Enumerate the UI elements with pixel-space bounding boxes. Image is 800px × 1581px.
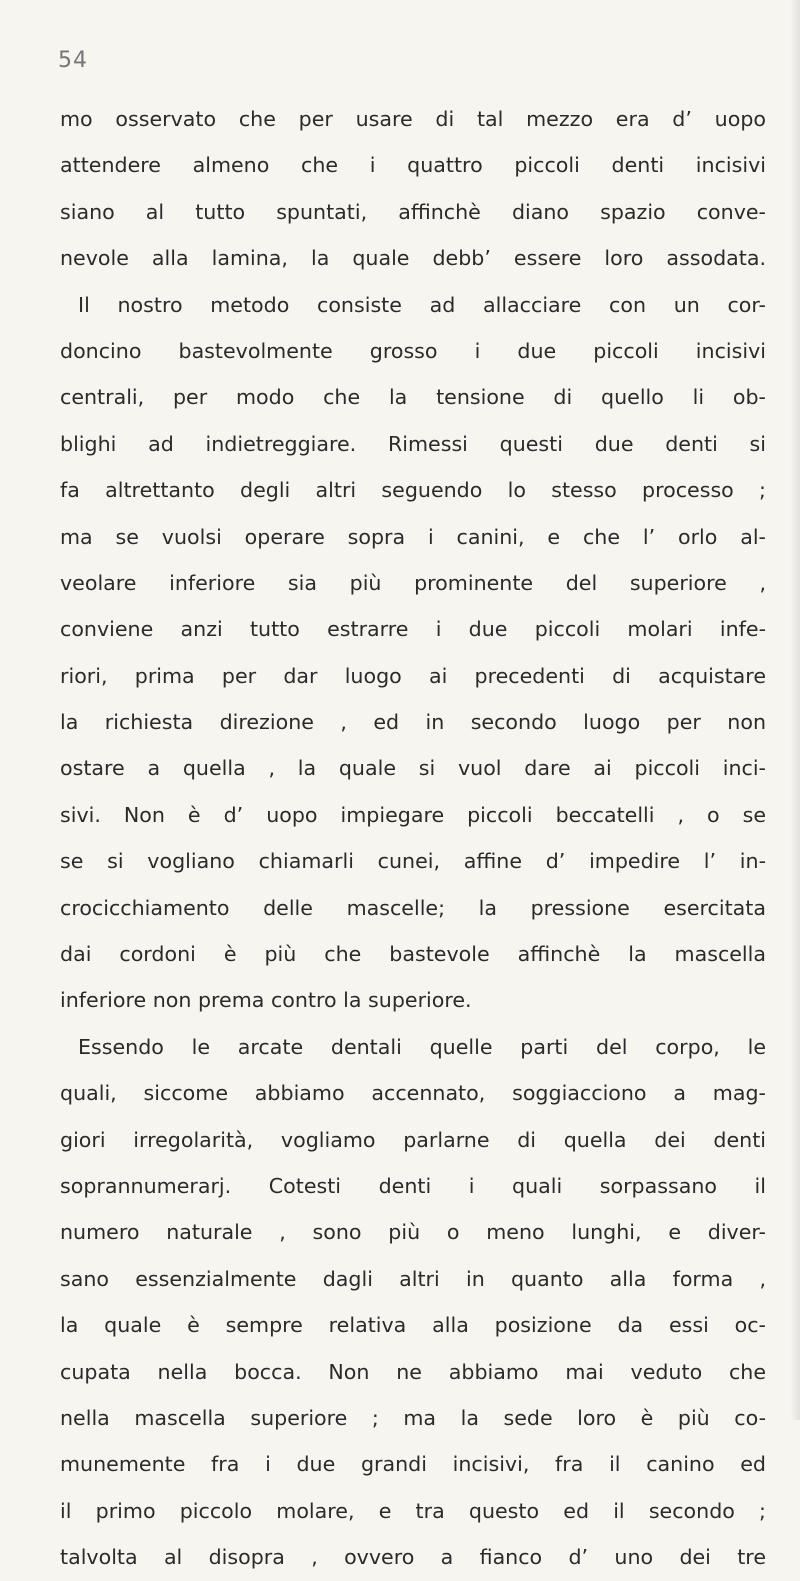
text-line: la quale è sempre relativa alla posizione da essi oc-: [60, 1313, 766, 1338]
text-line: giori irregolarità, vogliamo parlarne di quella dei denti: [60, 1127, 766, 1152]
page-edge-shadow: [790, 0, 800, 1420]
body-text: [60, 96, 766, 1581]
text-line: sano essenzialmente dagli altri in quanto alla forma ,: [60, 1266, 766, 1291]
text-line: la richiesta direzione , ed in secondo luogo per non: [60, 710, 766, 735]
text-line: doncino bastevolmente grosso i due piccoli incisivi: [60, 338, 766, 363]
text-line: blighi ad indietreggiare. Rimessi questi due denti si: [60, 431, 766, 456]
text-line: ostare a quella , la quale si vuol dare ai piccoli inci-: [60, 756, 766, 781]
text-line: riori, prima per dar luogo ai precedenti di acquistare: [60, 663, 766, 688]
text-line: se si vogliano chiamarli cunei, affine d’ impedire l’ in-: [60, 849, 766, 874]
text-line: crocicchiamento delle mascelle; la pressione esercitata: [60, 895, 766, 920]
text-line: sivi. Non è d’ uopo impiegare piccoli beccatelli , o se: [60, 802, 766, 827]
text-line: fa altrettanto degli altri seguendo lo stesso processo ;: [60, 478, 766, 503]
text-line: centrali, per modo che la tensione di quello li ob-: [60, 385, 766, 410]
text-line: nella mascella superiore ; ma la sede loro è più co-: [60, 1405, 766, 1430]
page-number: 54: [58, 48, 88, 73]
text-line: munemente fra i due grandi incisivi, fra il canino ed: [60, 1452, 766, 1477]
text-line: attendere almeno che i quattro piccoli denti incisivi: [60, 153, 766, 178]
text-line: dai cordoni è più che bastevole affinchè la mascella: [60, 942, 766, 967]
text-line: soprannumerarj. Cotesti denti i quali sorpassano il: [60, 1173, 766, 1198]
text-line: il primo piccolo molare, e tra questo ed il secondo ;: [60, 1498, 766, 1523]
text-line: mo osservato che per usare di tal mezzo era d’ uopo: [60, 107, 766, 131]
text-line: conviene anzi tutto estrarre i due piccoli molari infe-: [60, 617, 766, 642]
text-line: siano al tutto spuntati, affinchè diano spazio conve-: [60, 199, 766, 224]
text-line: veolare inferiore sia più prominente del superiore ,: [60, 570, 766, 595]
text-line: talvolta al disopra , ovvero a fianco d’ uno dei tre: [60, 1545, 766, 1570]
paragraph-end-line: inferiore non prema contro la superiore.: [60, 988, 472, 1013]
paragraph-start-line: Essendo le arcate dentali quelle parti del corpo, le: [78, 1034, 766, 1059]
paragraph-start-line: Il nostro metodo consiste ad allacciare con un cor-: [78, 292, 766, 317]
text-line: ma se vuolsi operare sopra i canini, e che l’ orlo al-: [60, 524, 766, 549]
text-line: nevole alla lamina, la quale debb’ essere loro assodata.: [60, 246, 766, 271]
text-line: quali, siccome abbiamo accennato, soggiacciono a mag-: [60, 1081, 766, 1106]
text-line: cupata nella bocca. Non ne abbiamo mai veduto che: [60, 1359, 766, 1384]
text-line: numero naturale , sono più o meno lunghi, e diver-: [60, 1220, 766, 1245]
